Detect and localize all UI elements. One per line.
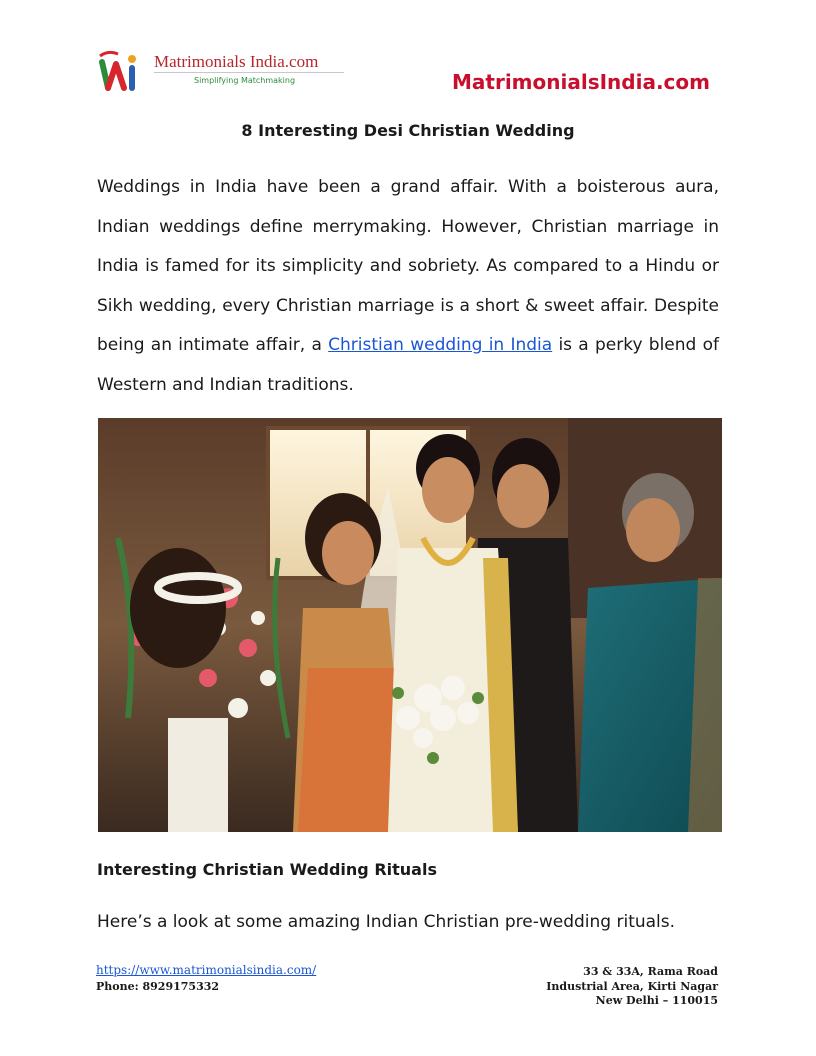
article-title: 8 Interesting Desi Christian Wedding bbox=[241, 121, 575, 140]
address-line-3: New Delhi – 110015 bbox=[595, 994, 718, 1007]
christian-wedding-link[interactable]: Christian wedding in India bbox=[328, 335, 553, 356]
footer-phone: Phone: 8929175332 bbox=[96, 980, 220, 993]
intro-paragraph bbox=[97, 168, 719, 406]
intro-text-end: is a perky blend of Western and Indian traditions. bbox=[97, 335, 719, 395]
wedding-photo bbox=[98, 418, 722, 832]
site-logo bbox=[98, 48, 358, 94]
section-heading: Interesting Christian Wedding Rituals bbox=[97, 860, 437, 879]
logo-tagline: Simplifying Matchmaking bbox=[194, 76, 296, 85]
footer-address bbox=[546, 965, 718, 1009]
logo-divider bbox=[154, 72, 344, 73]
section-paragraph: Here’s a look at some amazing Indian Christian pre-wedding rituals. bbox=[97, 912, 676, 932]
logo-name: Matrimonials India.com bbox=[154, 52, 319, 71]
address-line-1: 33 & 33A, Rama Road bbox=[583, 965, 718, 978]
brand-heading: MatrimonialsIndia.com bbox=[452, 70, 710, 94]
footer-website-link[interactable]: https://www.matrimonialsindia.com/ bbox=[96, 963, 317, 977]
wedding-photo-illustration bbox=[98, 418, 722, 832]
intro-text-start: Weddings in India have been a grand affair. With a boisterous aura, Indian weddings define merrymaking. However, Christian marriage in India is famed for its simplicity and sobriety. As compared to a Hindu or Sikh wedding, every Christian marriage is a short & sweet affair. Despite being an intimate affair, a bbox=[97, 177, 719, 356]
mi-monogram-icon bbox=[98, 48, 150, 94]
address-line-2: Industrial Area, Kirti Nagar bbox=[546, 979, 718, 993]
